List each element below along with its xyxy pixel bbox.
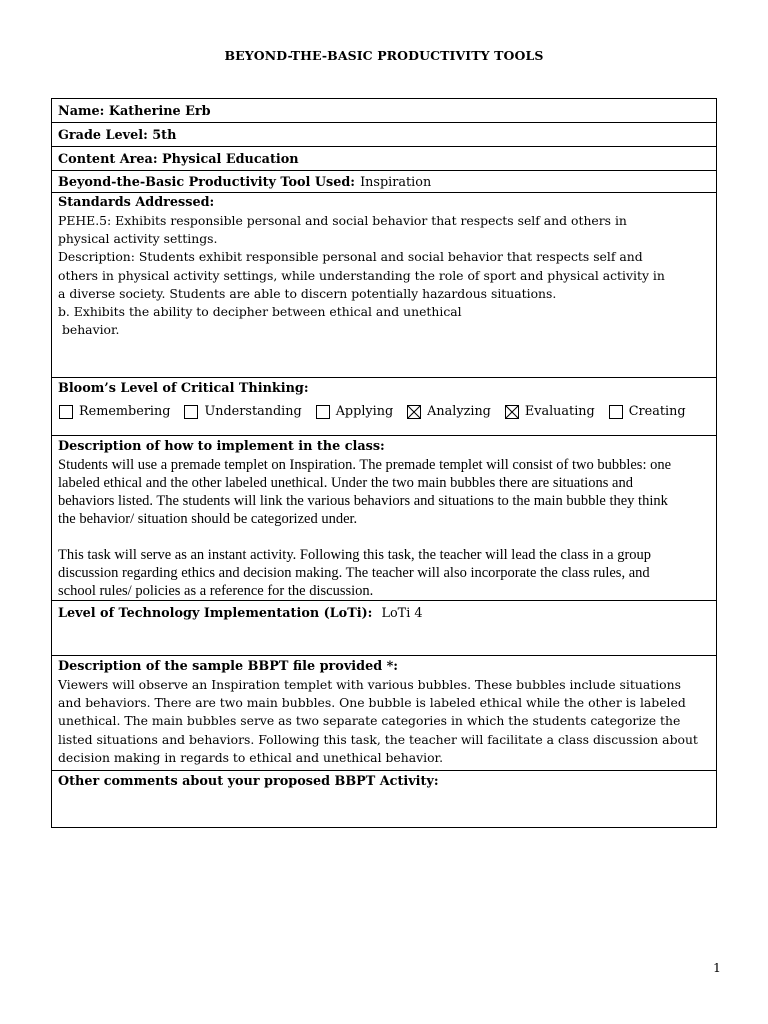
implementation-line: behaviors listed. The students will link the various behaviors and situations to the main bubble they think [58, 493, 668, 509]
option-label: Creating [628, 404, 686, 419]
blooms-row [52, 378, 717, 436]
page-number: 1 [713, 960, 721, 975]
standards-row [52, 193, 717, 378]
bbpt-form-table [51, 98, 717, 828]
tool-label: Beyond-the-Basic Productivity Tool Used: [58, 175, 356, 190]
sample-line: decision making in regards to ethical and unethical behavior. [58, 749, 444, 765]
implementation-line: the behavior/ situation should be categorized under. [58, 511, 358, 527]
loti-value: LoTi 4 [381, 606, 423, 621]
implementation-line: Students will use a premade templet on Inspiration. The premade templet will consist of two bubbles: one [58, 457, 672, 473]
blooms-option-remembering[interactable] [59, 404, 170, 419]
standards-line: a diverse society. Students are able to discern potentially hazardous situations. [58, 285, 557, 301]
document-title: BEYOND-THE-BASIC PRODUCTIVITY TOOLS [224, 48, 544, 63]
checkbox-unchecked-icon[interactable] [184, 405, 198, 419]
paragraph-gap [58, 528, 710, 546]
standards-line: b. Exhibits the ability to decipher between ethical and unethical [58, 304, 462, 320]
loti-row [52, 601, 717, 656]
blooms-options [58, 404, 710, 419]
grade-row [52, 123, 717, 147]
tool-value: Inspiration [360, 175, 432, 190]
standards-line: behavior. [58, 322, 120, 338]
loti-label: Level of Technology Implementation (LoTi): [58, 606, 373, 621]
implementation-text [58, 456, 710, 600]
tool-row [52, 171, 717, 193]
sample-line: listed situations and behaviors. Following this task, the teacher will facilitate a class discussion about [58, 731, 698, 747]
other-comments-label: Other comments about your proposed BBPT Activity: [58, 774, 439, 789]
option-label: Analyzing [427, 404, 491, 419]
content-area-field: Content Area: Physical Education [58, 152, 299, 167]
implementation-line: discussion regarding ethics and decision making. The teacher will also incorporate the class rules, and [58, 565, 650, 581]
standards-label: Standards Addressed: [58, 195, 215, 210]
content-area-row [52, 147, 717, 171]
blooms-option-evaluating[interactable] [505, 404, 595, 419]
sample-line: unethical. The main bubbles serve as two separate categories in which the students categorize the [58, 713, 681, 729]
checkbox-unchecked-icon[interactable] [609, 405, 623, 419]
sample-label: Description of the sample BBPT file provided *: [58, 659, 399, 674]
sample-text [58, 676, 710, 767]
blooms-option-analyzing[interactable] [407, 404, 491, 419]
option-label: Remembering [79, 404, 171, 419]
name-row [52, 99, 717, 123]
option-label: Applying [335, 404, 394, 419]
implementation-label: Description of how to implement in the class: [58, 439, 385, 454]
option-label: Evaluating [524, 404, 595, 419]
sample-line: Viewers will observe an Inspiration templet with various bubbles. These bubbles include situations [58, 677, 681, 692]
checkbox-checked-icon[interactable] [407, 405, 421, 419]
standards-line: PEHE.5: Exhibits responsible personal and social behavior that respects self and others in [58, 213, 627, 228]
implementation-line: labeled ethical and the other labeled unethical. Under the two main bubbles there are situations and [58, 475, 633, 491]
standards-line: physical activity settings. [58, 231, 218, 247]
checkbox-unchecked-icon[interactable] [59, 405, 73, 419]
checkbox-checked-icon[interactable] [505, 405, 519, 419]
standards-line: others in physical activity settings, while understanding the role of sport and physical activity in [58, 267, 665, 283]
implementation-line: school rules/ policies as a reference for the discussion. [58, 583, 374, 599]
other-comments-row [52, 771, 717, 828]
name-field: Name: Katherine Erb [58, 104, 211, 119]
implementation-row [52, 436, 717, 601]
implementation-line: This task will serve as an instant activity. Following this task, the teacher will lead the class in a group [58, 547, 652, 563]
sample-line: and behaviors. There are two main bubbles. One bubble is labeled ethical while the other is labeled [58, 695, 686, 711]
option-label: Understanding [204, 404, 302, 419]
grade-level-field: Grade Level: 5th [58, 128, 177, 143]
blooms-option-creating[interactable] [609, 404, 686, 419]
sample-row [52, 656, 717, 771]
blooms-option-understanding[interactable] [184, 404, 301, 419]
blooms-option-applying[interactable] [316, 404, 393, 419]
standards-text [58, 212, 710, 339]
standards-line: Description: Students exhibit responsible personal and social behavior that respects self and [58, 249, 643, 265]
blooms-label: Bloom’s Level of Critical Thinking: [58, 381, 309, 396]
checkbox-unchecked-icon[interactable] [316, 405, 330, 419]
